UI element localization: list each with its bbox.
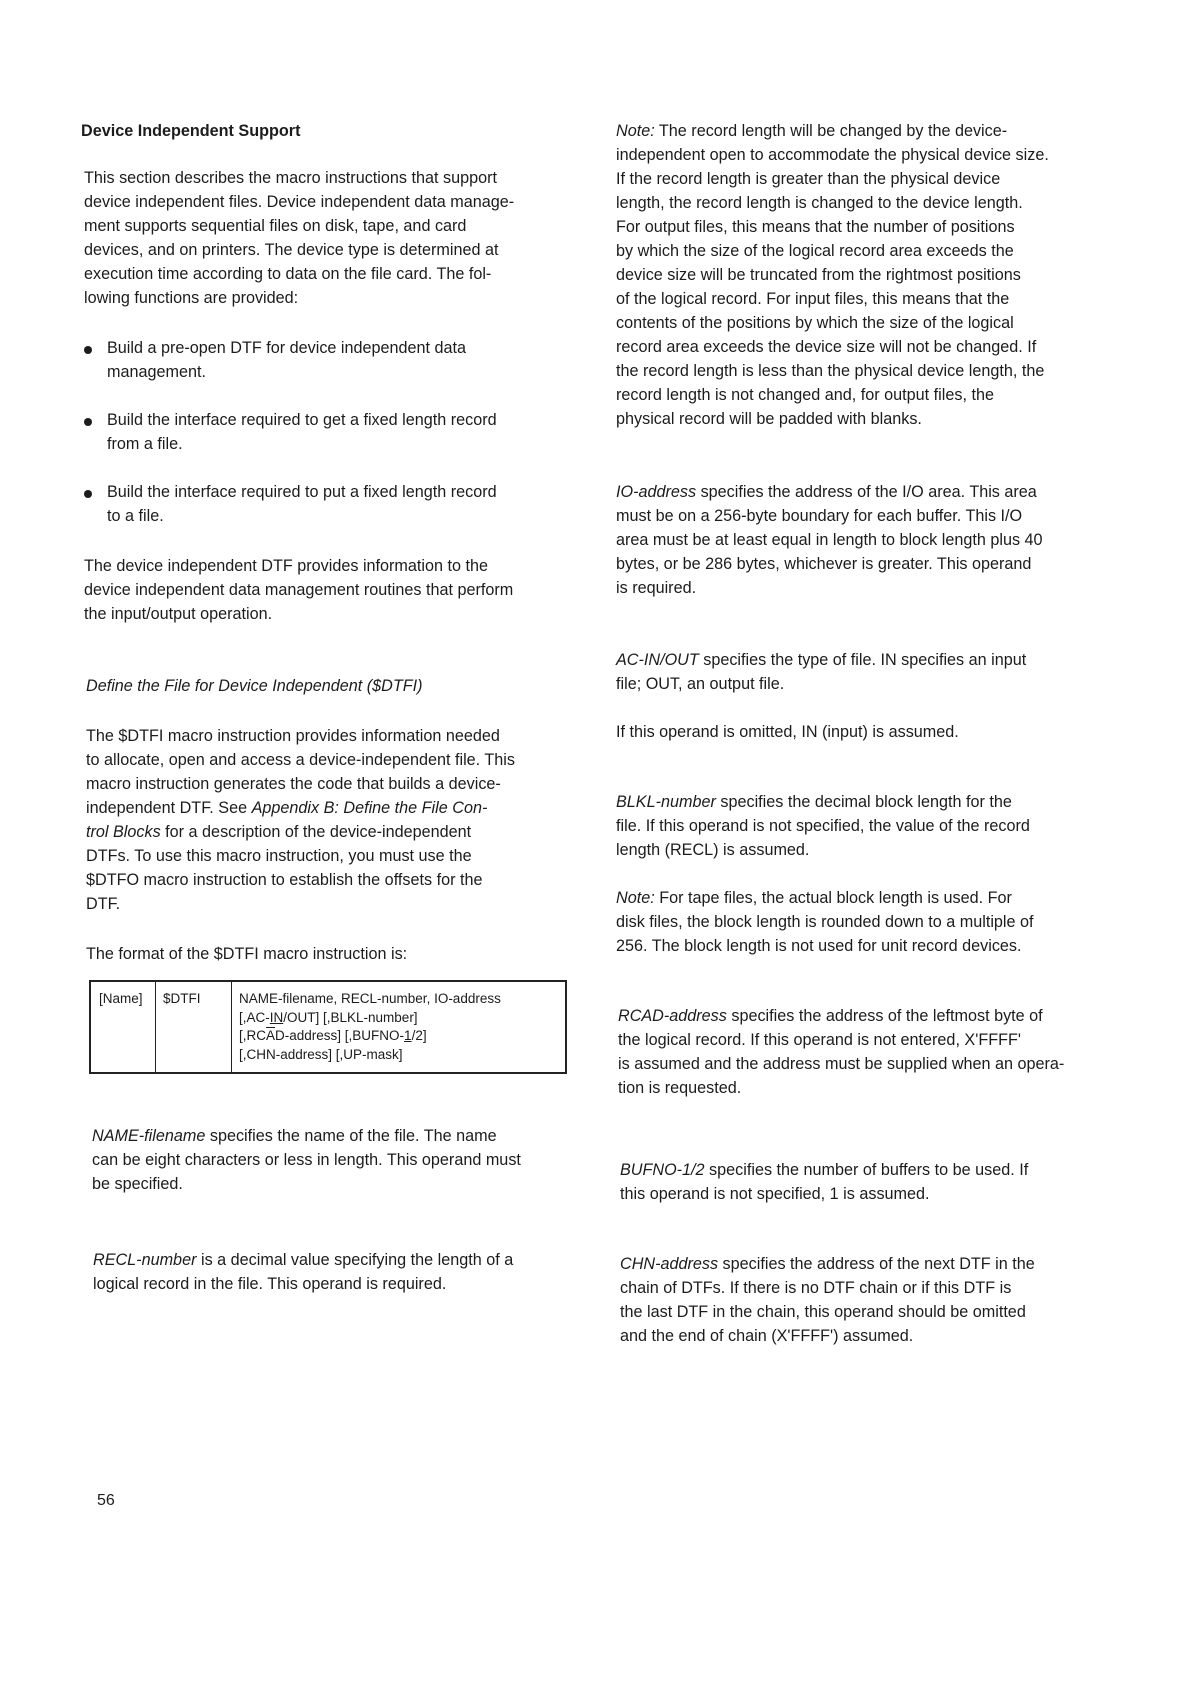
- macro-operands-column: [231, 982, 565, 1072]
- text-line: IO-address specifies the address of the I/O area. This area: [616, 483, 1037, 501]
- text-line: lowing functions are provided:: [84, 289, 299, 307]
- text-line: file. If this operand is not specified, the value of the record: [616, 817, 1030, 835]
- text-line: is assumed and the address must be supplied when an opera-: [618, 1055, 1065, 1073]
- bullet-text: management.: [107, 363, 206, 381]
- text-line: 256. The block length is not used for unit record devices.: [616, 937, 1022, 955]
- text-line: Note: For tape files, the actual block length is used. For: [616, 889, 1012, 907]
- text-line: device size will be truncated from the rightmost positions: [616, 266, 1021, 284]
- appendix-reference: Appendix B: Define the File Con-: [251, 799, 488, 817]
- text-line: and the end of chain (X'FFFF') assumed.: [620, 1327, 914, 1345]
- text-line: NAME-filename specifies the name of the file. The name: [92, 1127, 497, 1145]
- operand-term: RECL-number: [93, 1251, 197, 1269]
- bullet-icon: [84, 346, 92, 354]
- text-line: The $DTFI macro instruction provides information needed: [86, 727, 500, 745]
- macro-name: [Name]: [99, 991, 143, 1006]
- text-line: tion is requested.: [618, 1079, 742, 1097]
- text-line: The device independent DTF provides information to the: [84, 557, 489, 575]
- text-line: record length is not changed and, for output files, the: [616, 386, 994, 404]
- text-line: area must be at least equal in length to block length plus 40: [616, 531, 1043, 549]
- text-line: the record length is less than the physical device length, the: [616, 362, 1045, 380]
- text-line: trol Blocks for a description of the device-independent: [86, 823, 472, 841]
- text-line: length, the record length is changed to the device length.: [616, 194, 1023, 212]
- text-line: the input/output operation.: [84, 605, 273, 623]
- text-line: can be eight characters or less in length. This operand must: [92, 1151, 521, 1169]
- text-line: bytes, or be 286 bytes, whichever is greater. This operand: [616, 555, 1032, 573]
- text-line: RCAD-address specifies the address of the leftmost byte of: [618, 1007, 1043, 1025]
- text-line: macro instruction generates the code that builds a device-: [86, 775, 501, 793]
- operand-term: RCAD-address: [618, 1007, 727, 1025]
- text-line: contents of the positions by which the size of the logical: [616, 314, 1014, 332]
- text-line: chain of DTFs. If there is no DTF chain or if this DTF is: [620, 1279, 1012, 1297]
- subsection-heading: Define the File for Device Independent ($DTFI): [86, 677, 423, 695]
- text-line: RECL-number is a decimal value specifying the length of a: [93, 1251, 514, 1269]
- bullet-text: Build a pre-open DTF for device independent data: [107, 339, 467, 357]
- operand-line: [,CHN-address] [,UP-mask]: [239, 1046, 403, 1062]
- text-line: execution time according to data on the file card. The fol-: [84, 265, 492, 283]
- text-line: For output files, this means that the number of positions: [616, 218, 1015, 236]
- operand-term: AC-IN/OUT: [616, 651, 699, 669]
- text-line: logical record in the file. This operand is required.: [93, 1275, 447, 1293]
- page-number: 56: [97, 1492, 115, 1509]
- text-line: If the record length is greater than the physical device: [616, 170, 1001, 188]
- text-line: This section describes the macro instructions that support: [84, 169, 497, 187]
- text-line: must be on a 256-byte boundary for each buffer. This I/O: [616, 507, 1023, 525]
- text-line: devices, and on printers. The device type is determined at: [84, 241, 499, 259]
- text-line: the last DTF in the chain, this operand should be omitted: [620, 1303, 1026, 1321]
- text-line: to allocate, open and access a device-independent file. This: [86, 751, 515, 769]
- text-line: record area exceeds the device size will not be changed. If: [616, 338, 1037, 356]
- text-line: device independent data management routines that perform: [84, 581, 514, 599]
- operand-line: $[,RC\overline{A}D-address]$ [,BUFNO-1/2]: [239, 1028, 427, 1043]
- text-line: AC-IN/OUT specifies the type of file. IN specifies an input: [616, 651, 1027, 669]
- bullet-text: Build the interface required to put a fixed length record: [107, 483, 497, 501]
- text-line: CHN-address specifies the address of the next DTF in the: [620, 1255, 1035, 1273]
- operand-term: BUFNO-1/2: [620, 1161, 705, 1179]
- text-line: ment supports sequential files on disk, tape, and card: [84, 217, 467, 235]
- text-line: independent DTF. See Appendix B: Define the File Con-: [86, 799, 488, 817]
- operand-term: NAME-filename: [92, 1127, 206, 1145]
- macro-op-column: [155, 982, 232, 1072]
- note-label: Note:: [616, 889, 655, 907]
- operand-line: [,AC-IN/OUT] [,BLKL-number]: [239, 1009, 418, 1025]
- operand-term: IO-address: [616, 483, 697, 501]
- text-line: Note: The record length will be changed by the device-: [616, 122, 1008, 140]
- format-intro: The format of the $DTFI macro instruction is:: [86, 945, 408, 963]
- text-line: device independent files. Device independent data manage-: [84, 193, 515, 211]
- text-line: If this operand is omitted, IN (input) is assumed.: [616, 723, 959, 741]
- text-line: file; OUT, an output file.: [616, 675, 785, 693]
- section-heading: Device Independent Support: [81, 122, 301, 140]
- bullet-text: Build the interface required to get a fixed length record: [107, 411, 497, 429]
- text-line: be specified.: [92, 1175, 183, 1193]
- operand-line: NAME-filename, RECL-number, IO-address: [239, 991, 501, 1006]
- macro-format-box: [89, 980, 567, 1074]
- macro-operands: [239, 990, 501, 1064]
- bullet-icon: [84, 418, 92, 426]
- text-line: this operand is not specified, 1 is assumed.: [620, 1185, 930, 1203]
- text-line: by which the size of the logical record area exceeds the: [616, 242, 1014, 260]
- text-line: DTF.: [86, 895, 121, 913]
- note-label: Note:: [616, 122, 655, 140]
- appendix-reference: trol Blocks: [86, 823, 161, 841]
- text-line: is required.: [616, 579, 697, 597]
- text-line: BUFNO-1/2 specifies the number of buffers to be used. If: [620, 1161, 1029, 1179]
- macro-operation: $DTFI: [163, 991, 201, 1006]
- bullet-icon: [84, 490, 92, 498]
- operand-term: CHN-address: [620, 1255, 719, 1273]
- text-line: independent open to accommodate the physical device size.: [616, 146, 1049, 164]
- bullet-text: from a file.: [107, 435, 183, 453]
- text-line: disk files, the block length is rounded down to a multiple of: [616, 913, 1034, 931]
- text-line: the logical record. If this operand is not entered, X'FFFF': [618, 1031, 1021, 1049]
- text-line: $DTFO macro instruction to establish the offsets for the: [86, 871, 483, 889]
- text-line: of the logical record. For input files, this means that the: [616, 290, 1010, 308]
- text-line: length (RECL) is assumed.: [616, 841, 810, 859]
- text-line: BLKL-number specifies the decimal block length for the: [616, 793, 1012, 811]
- text-line: DTFs. To use this macro instruction, you must use the: [86, 847, 472, 865]
- text-line: physical record will be padded with blanks.: [616, 410, 922, 428]
- operand-term: BLKL-number: [616, 793, 716, 811]
- bullet-text: to a file.: [107, 507, 164, 525]
- macro-name-column: [91, 982, 156, 1072]
